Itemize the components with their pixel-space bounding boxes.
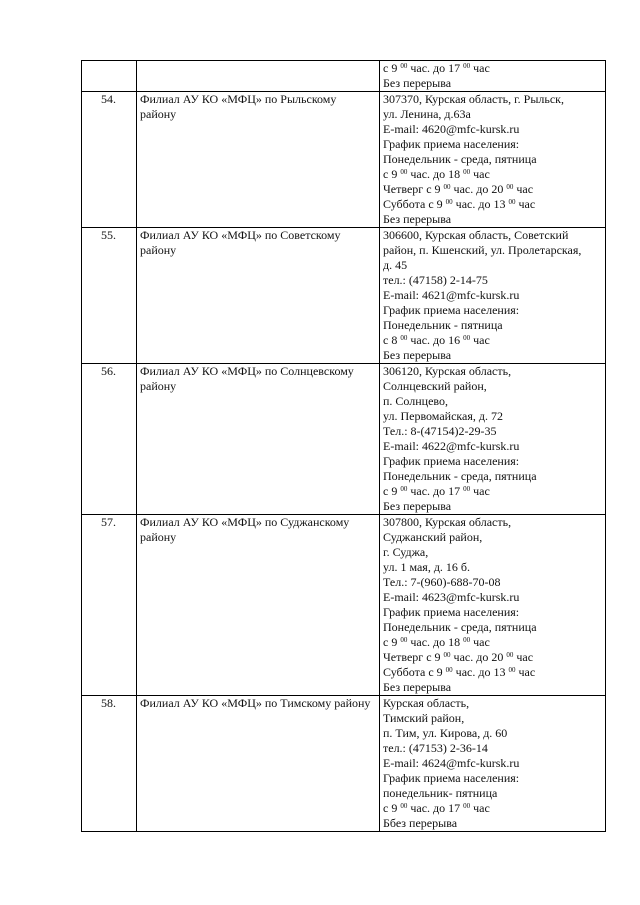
info-line (383, 756, 601, 771)
info-text: График приема населения: (383, 454, 520, 468)
info-line (383, 771, 601, 786)
info-line (383, 650, 601, 665)
info-text: с 9 (383, 167, 401, 181)
info-text: д. 45 (383, 258, 408, 272)
info-line (383, 76, 601, 91)
branch-name-cell (137, 61, 380, 92)
info-line (383, 424, 601, 439)
table-row (82, 61, 606, 92)
info-text: Понедельник - среда, пятница (383, 469, 537, 483)
info-text: Без перерыва (383, 76, 452, 90)
superscript-minutes: 00 (508, 198, 516, 206)
info-text: E-mail: 4624@mfc-kursk.ru (383, 756, 520, 770)
superscript-minutes: 00 (443, 651, 451, 659)
info-text: 306120, Курская область, (383, 364, 512, 378)
info-text: Четверг с 9 (383, 182, 444, 196)
info-text: час (470, 801, 490, 815)
branch-info (380, 228, 606, 364)
row-number-cell (82, 61, 137, 92)
superscript-minutes: 00 (463, 334, 471, 342)
info-text: Четверг с 9 (383, 650, 444, 664)
table-row (82, 696, 606, 832)
info-text: с 9 (383, 484, 401, 498)
superscript-minutes: 00 (400, 802, 408, 810)
info-line (383, 454, 601, 469)
info-line (383, 394, 601, 409)
info-line (383, 590, 601, 605)
row-number: 58. (82, 696, 137, 832)
info-text: 307370, Курская область, г. Рыльск, (383, 92, 565, 106)
info-text: Без перерыва (383, 680, 452, 694)
info-line (383, 228, 601, 243)
info-text: с 9 (383, 801, 401, 815)
info-text: с 9 (383, 61, 401, 75)
info-line (383, 243, 601, 258)
table-row (82, 228, 606, 364)
info-text: час (515, 665, 536, 679)
superscript-minutes: 00 (506, 651, 514, 659)
info-text: E-mail: 4621@mfc-kursk.ru (383, 288, 520, 302)
info-line (383, 182, 601, 197)
info-line (383, 530, 601, 545)
superscript-minutes: 00 (443, 183, 451, 191)
info-text: ул. Ленина, д.63а (383, 107, 471, 121)
info-line (383, 620, 601, 635)
info-line (383, 680, 601, 695)
info-text: 306600, Курская область, Советский (383, 228, 569, 242)
superscript-minutes: 00 (506, 183, 514, 191)
info-text: час. до 18 (407, 167, 464, 181)
info-line (383, 167, 601, 182)
info-text: час (470, 635, 490, 649)
info-text: п. Солнцево, (383, 394, 449, 408)
row-number: 54. (82, 92, 137, 228)
info-line (383, 364, 601, 379)
info-text: Понедельник - пятница (383, 318, 503, 332)
table-row (82, 364, 606, 515)
info-text: понедельник- пятница (383, 786, 498, 800)
info-line (383, 197, 601, 212)
info-text: E-mail: 4623@mfc-kursk.ru (383, 590, 520, 604)
info-line (383, 741, 601, 756)
info-line (383, 258, 601, 273)
superscript-minutes: 00 (463, 62, 471, 70)
info-line (383, 379, 601, 394)
table-row (82, 92, 606, 228)
info-text: Понедельник - среда, пятница (383, 152, 537, 166)
info-text: График приема населения: (383, 137, 520, 151)
superscript-minutes: 00 (400, 636, 408, 644)
info-line (383, 409, 601, 424)
info-line (383, 92, 601, 107)
branch-info-cell (380, 61, 606, 92)
info-text: Курская область, (383, 696, 470, 710)
info-text: Тимский район, (383, 711, 465, 725)
info-text: Суббота с 9 (383, 197, 446, 211)
info-text: час (515, 197, 536, 211)
info-text: с 9 (383, 635, 401, 649)
info-line (383, 439, 601, 454)
info-text: час (513, 650, 534, 664)
info-line (383, 816, 601, 831)
branch-name: Филиал АУ КО «МФЦ» по Суджанскому району (137, 515, 380, 696)
info-text: Солнцевский район, (383, 379, 487, 393)
info-text: Без перерыва (383, 348, 452, 362)
info-text: тел.: (47153) 2-36-14 (383, 741, 488, 755)
info-text: час. до 20 (450, 650, 507, 664)
info-line (383, 560, 601, 575)
mfc-branches-table (81, 60, 606, 832)
branch-info (380, 696, 606, 832)
superscript-minutes: 00 (463, 636, 471, 644)
info-line (383, 545, 601, 560)
table-row (82, 515, 606, 696)
info-text: 307800, Курская область, (383, 515, 512, 529)
info-text: час. до 17 (407, 484, 464, 498)
superscript-minutes: 00 (463, 802, 471, 810)
info-text: с 8 (383, 333, 401, 347)
info-line (383, 348, 601, 363)
info-text: час. до 20 (450, 182, 507, 196)
superscript-minutes: 00 (463, 168, 471, 176)
info-line (383, 273, 601, 288)
info-line (383, 137, 601, 152)
row-number: 57. (82, 515, 137, 696)
info-line (383, 122, 601, 137)
info-text: Ббез перерыва (383, 816, 458, 830)
info-line (383, 786, 601, 801)
info-text: Без перерыва (383, 212, 452, 226)
info-text: Тел.: 8-(47154)2-29-35 (383, 424, 497, 438)
info-line (383, 801, 601, 816)
superscript-minutes: 00 (463, 485, 471, 493)
row-number: 55. (82, 228, 137, 364)
info-text: час (513, 182, 534, 196)
info-text: час (470, 61, 490, 75)
info-line (383, 605, 601, 620)
info-line (383, 107, 601, 122)
info-text: час (470, 484, 490, 498)
info-text: час. до 13 (452, 197, 509, 211)
info-line (383, 484, 601, 499)
info-line (383, 212, 601, 227)
info-text: район, п. Кшенский, ул. Пролетарская, (383, 243, 582, 257)
info-line (383, 61, 601, 76)
branch-info (380, 92, 606, 228)
info-text: Суджанский район, (383, 530, 483, 544)
info-line (383, 711, 601, 726)
info-line (383, 303, 601, 318)
superscript-minutes: 00 (400, 485, 408, 493)
row-number: 56. (82, 364, 137, 515)
superscript-minutes: 00 (400, 334, 408, 342)
info-text: час. до 18 (407, 635, 464, 649)
info-text: Тел.: 7-(960)-688-70-08 (383, 575, 501, 589)
info-text: Понедельник - среда, пятница (383, 620, 537, 634)
info-text: п. Тим, ул. Кирова, д. 60 (383, 726, 508, 740)
info-line (383, 333, 601, 348)
info-text: час (470, 333, 490, 347)
branch-name: Филиал АУ КО «МФЦ» по Солнцевскому району (137, 364, 380, 515)
info-text: г. Суджа, (383, 545, 429, 559)
branch-info (380, 364, 606, 515)
info-line (383, 499, 601, 514)
info-line (383, 515, 601, 530)
branch-info (380, 515, 606, 696)
info-text: тел.: (47158) 2-14-75 (383, 273, 488, 287)
info-text: ул. 1 мая, д. 16 б. (383, 560, 471, 574)
info-line (383, 635, 601, 650)
info-text: График приема населения: (383, 605, 520, 619)
info-line (383, 575, 601, 590)
branch-name: Филиал АУ КО «МФЦ» по Советскому району (137, 228, 380, 364)
superscript-minutes: 00 (445, 198, 453, 206)
branch-name: Филиал АУ КО «МФЦ» по Рыльскому району (137, 92, 380, 228)
info-text: час. до 17 (407, 61, 464, 75)
info-text: Суббота с 9 (383, 665, 446, 679)
info-text: График приема населения: (383, 771, 520, 785)
info-line (383, 696, 601, 711)
branch-name: Филиал АУ КО «МФЦ» по Тимскому району (137, 696, 380, 832)
info-text: E-mail: 4622@mfc-kursk.ru (383, 439, 520, 453)
superscript-minutes: 00 (400, 62, 408, 70)
info-text: час. до 16 (407, 333, 464, 347)
info-text: E-mail: 4620@mfc-kursk.ru (383, 122, 520, 136)
info-text: График приема населения: (383, 303, 520, 317)
info-line (383, 288, 601, 303)
superscript-minutes: 00 (508, 666, 516, 674)
info-line (383, 318, 601, 333)
info-line (383, 665, 601, 680)
info-line (383, 469, 601, 484)
info-text: час. до 17 (407, 801, 464, 815)
info-text: Без перерыва (383, 499, 452, 513)
info-text: ул. Первомайская, д. 72 (383, 409, 503, 423)
superscript-minutes: 00 (445, 666, 453, 674)
info-line (383, 152, 601, 167)
superscript-minutes: 00 (400, 168, 408, 176)
info-text: час. до 13 (452, 665, 509, 679)
info-line (383, 726, 601, 741)
info-text: час (470, 167, 490, 181)
